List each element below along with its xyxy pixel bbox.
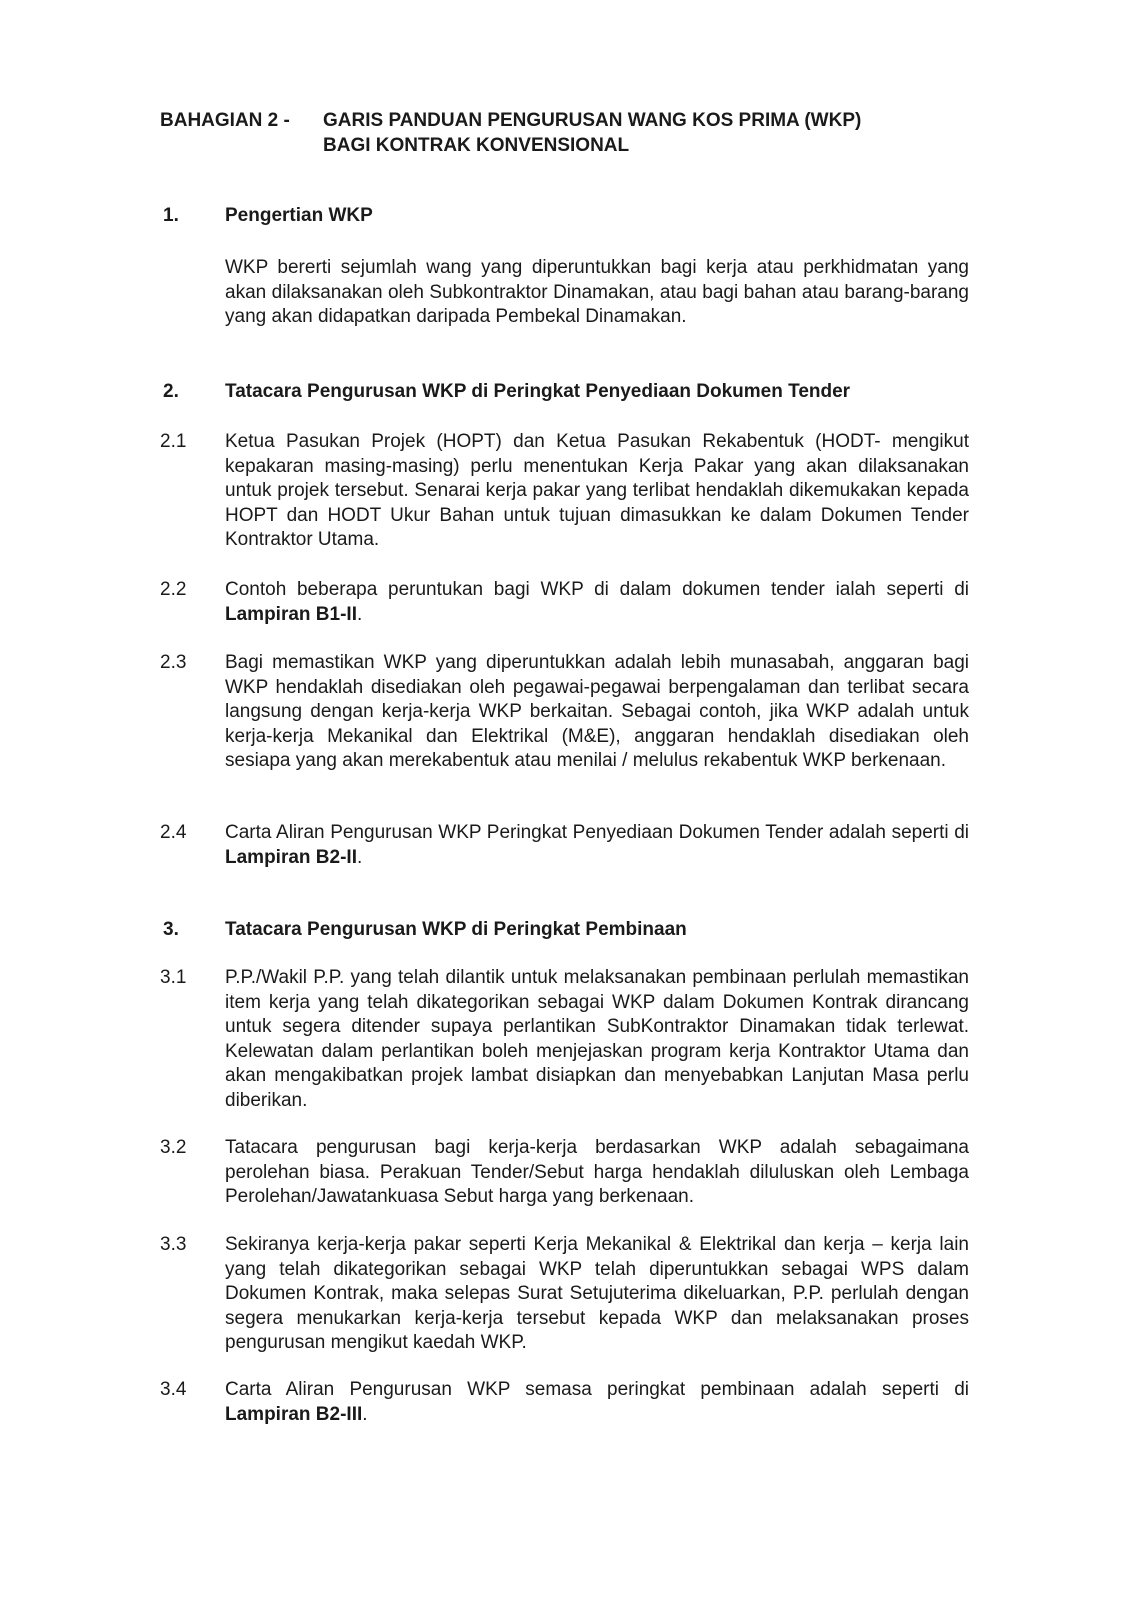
item-text-suffix: . (356, 603, 363, 625)
item-number: 3.1 (160, 967, 187, 988)
section-number: 1. (163, 205, 179, 226)
item-text (225, 821, 969, 870)
part-label: BAHAGIAN 2 - (160, 110, 290, 131)
item-text: Sekiranya kerja-kerja pakar seperti Kerja Mekanikal & Elektrikal dan kerja – kerja lain yang telah dikategorikan sebagai WKP telah diperuntukkan sebagai WPS dalam Dokumen Kontrak, maka selepas Surat Setujuterima dikeluarkan, P.P. perlulah dengan segera menukarkan kerja-kerja tersebut kepada WKP dan melaksanakan proses pengurusan mengikut kaedah WKP. (225, 1234, 969, 1354)
item-text: P.P./Wakil P.P. yang telah dilantik untuk melaksanakan pembinaan perlulah memastikan item kerja yang telah dikategorikan sebagai WKP dalam Dokumen Kontrak dirancang untuk segera ditender supaya perlantikan SubKontraktor Dinamakan tidak terlewat. Kelewatan dalam perlantikan boleh menjejaskan program kerja Kontraktor Utama dan akan mengakibatkan projek lambat disiapkan dan menyebabkan Lanjutan Masa perlu diberikan. (225, 967, 969, 1111)
item-text-main: Carta Aliran Pengurusan WKP Peringkat Penyediaan Dokumen Tender adalah seperti di (225, 822, 969, 843)
item-number: 2.4 (160, 822, 187, 843)
item-text: Ketua Pasukan Projek (HOPT) dan Ketua Pasukan Rekabentuk (HODT- mengikut kepakaran masing-masing) perlu menentukan Kerja Pakar yang akan dilaksanakan untuk projek tersebut. Senarai kerja pakar yang terlibat hendaklah dikemukakan kepada HOPT dan HODT Ukur Bahan untuk tujuan dimasukkan ke dalam Dokumen Tender Kontraktor Utama. (225, 431, 969, 551)
item-number: 2.2 (160, 579, 187, 600)
item-text (225, 1378, 969, 1427)
item-text: Bagi memastikan WKP yang diperuntukkan adalah lebih munasabah, anggaran bagi WKP hendaklah disediakan oleh pegawai-pegawai berpengalaman dan terlibat secara langsung dengan kerja-kerja WKP berkaitan. Sebagai contoh, jika WKP adalah untuk kerja-kerja Mekanikal dan Elektrikal (M&E), anggaran hendaklah disediakan oleh sesiapa yang akan merekabentuk atau menilai / melulus rekabentuk WKP berkenaan. (225, 652, 969, 772)
item-number: 2.3 (160, 652, 187, 673)
section-title: Pengertian WKP (225, 205, 373, 226)
item-number: 3.2 (160, 1137, 187, 1158)
item-text-suffix: . (362, 1403, 368, 1425)
item-number: 3.4 (160, 1379, 187, 1400)
item-text-main: Carta Aliran Pengurusan WKP semasa peringkat pembinaan adalah seperti di (225, 1379, 969, 1400)
part-title (323, 108, 963, 158)
section-1-paragraph: WKP bererti sejumlah wang yang diperuntukkan bagi kerja atau perkhidmatan yang akan dilaksanakan oleh Subkontraktor Dinamakan, atau bagi bahan atau barang-barang yang akan didapatkan daripada Pembekal Dinamakan. (225, 257, 969, 328)
item-number: 3.3 (160, 1234, 187, 1255)
section-number: 3. (163, 919, 179, 940)
part-title-line-1: GARIS PANDUAN PENGURUSAN WANG KOS PRIMA (WKP) (323, 110, 862, 131)
appendix-reference: Lampiran B2-II (225, 846, 357, 868)
item-text-suffix: . (356, 846, 363, 868)
appendix-reference: Lampiran B1-II (225, 603, 357, 625)
item-text-main: Contoh beberapa peruntukan bagi WKP di dalam dokumen tender ialah seperti di (225, 579, 969, 600)
item-text: Tatacara pengurusan bagi kerja-kerja berdasarkan WKP adalah sebagaimana perolehan biasa. Perakuan Tender/Sebut harga hendaklah diluluskan oleh Lembaga Perolehan/Jawatankuasa Sebut harga yang berkenaan. (225, 1137, 969, 1208)
section-title: Tatacara Pengurusan WKP di Peringkat Pembinaan (225, 919, 687, 940)
appendix-reference: Lampiran B2-III (225, 1403, 363, 1425)
section-title: Tatacara Pengurusan WKP di Peringkat Penyediaan Dokumen Tender (225, 381, 851, 402)
item-text (225, 578, 969, 627)
item-number: 2.1 (160, 431, 187, 452)
part-title-line-2: BAGI KONTRAK KONVENSIONAL (323, 135, 630, 156)
section-number: 2. (163, 381, 179, 402)
